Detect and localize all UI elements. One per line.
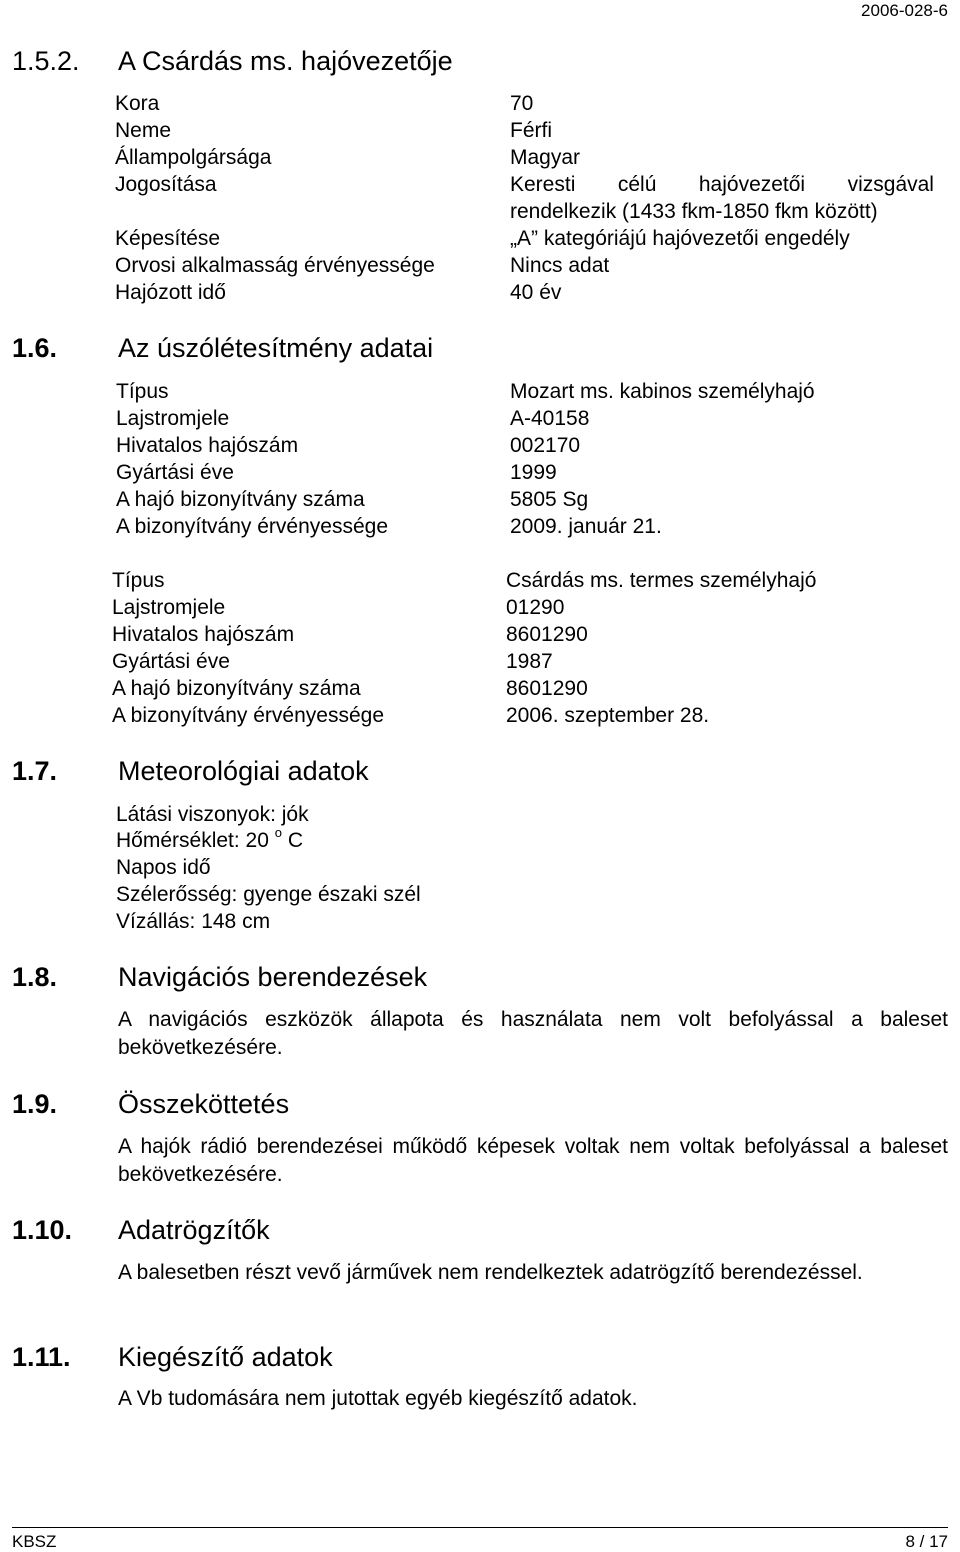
field-value: 1987 (506, 650, 553, 673)
section-paragraph: A hajók rádió berendezései működő képesek voltak nem voltak befolyással a baleset bekövetkezésére. (118, 1135, 948, 1186)
field-label: Hivatalos hajószám (112, 623, 295, 646)
field-value: 8601290 (506, 677, 588, 700)
section-number: 1.6. (12, 333, 58, 363)
field-value: A-40158 (510, 407, 590, 430)
field-value: Magyar (510, 146, 581, 169)
visibility-text: Látási viszonyok: jók (116, 803, 309, 826)
section-number: 1.7. (12, 756, 58, 786)
temperature-unit: C (287, 829, 303, 852)
document-id: 2006-028-6 (861, 1, 948, 20)
page-number: 8 / 17 (905, 1532, 948, 1551)
field-value-justified (510, 174, 934, 195)
field-value: 2006. szeptember 28. (506, 704, 710, 727)
field-label: Típus (116, 380, 169, 403)
section-title: Meteorológiai adatok (118, 756, 369, 786)
license-word: hajóvezetői (698, 173, 806, 196)
section-paragraph: A Vb tudomására nem jutottak egyéb kiegészítő adatok. (118, 1387, 638, 1410)
footer-org: KBSZ (12, 1532, 57, 1551)
field-label: A bizonyítvány érvényessége (116, 515, 388, 538)
temperature-value: Hőmérséklet: 20 (116, 829, 269, 852)
field-value: 5805 Sg (510, 488, 589, 511)
field-label: Képesítése (115, 227, 221, 250)
field-label: A hajó bizonyítvány száma (112, 677, 361, 700)
field-label: A hajó bizonyítvány száma (116, 488, 365, 511)
field-value: rendelkezik (1433 fkm-1850 fkm között) (510, 200, 878, 223)
field-value: Nincs adat (510, 254, 610, 277)
temperature-text (116, 825, 303, 852)
section-title: A Csárdás ms. hajóvezetője (118, 46, 453, 76)
section-number: 1.9. (12, 1089, 58, 1119)
section-paragraph: A balesetben részt vevő járművek nem rendelkeztek adatrögzítő berendezéssel. (118, 1261, 863, 1284)
section-title: Adatrögzítők (118, 1215, 270, 1245)
section-title: Összeköttetés (118, 1089, 290, 1119)
license-word: célú (617, 173, 657, 196)
field-label: Lajstromjele (112, 596, 226, 619)
field-label: Hajózott idő (115, 281, 226, 304)
degree-mark: o (274, 825, 282, 840)
section-title: Az úszólétesítmény adatai (118, 333, 434, 363)
field-value: 40 év (510, 281, 562, 304)
field-value: „A” kategóriájú hajóvezetői engedély (510, 227, 850, 250)
field-label: Orvosi alkalmasság érvényessége (115, 254, 435, 277)
field-value: 8601290 (506, 623, 588, 646)
field-value: 2009. január 21. (510, 515, 662, 538)
field-label: Állampolgársága (115, 146, 272, 169)
field-label: Gyártási éve (116, 461, 234, 484)
section-number: 1.10. (12, 1215, 73, 1245)
field-label: Gyártási éve (112, 650, 230, 673)
field-value: 002170 (510, 434, 581, 457)
field-value: 1999 (510, 461, 557, 484)
field-label: Típus (112, 569, 165, 592)
field-label: Lajstromjele (116, 407, 230, 430)
weather-text: Napos idő (116, 856, 211, 879)
footer-divider (12, 1527, 948, 1528)
field-value: Férfi (510, 119, 552, 142)
license-word: vizsgával (847, 173, 934, 196)
field-label: Kora (115, 92, 160, 115)
license-word: Keresti (510, 173, 576, 196)
field-label: Hivatalos hajószám (116, 434, 299, 457)
field-value: Csárdás ms. termes személyhajó (506, 569, 817, 592)
license-line1 (510, 174, 934, 195)
field-value: 01290 (506, 596, 565, 619)
section-title: Navigációs berendezések (118, 962, 428, 992)
section-number: 1.11. (12, 1342, 71, 1372)
section-number: 1.8. (12, 962, 58, 992)
section-paragraph: A navigációs eszközök állapota és használata nem volt befolyással a baleset bekövetkezésére. (118, 1008, 948, 1059)
water-level-text: Vízállás: 148 cm (116, 910, 271, 933)
field-value: 70 (510, 92, 534, 115)
field-value: Mozart ms. kabinos személyhajó (510, 380, 815, 403)
field-label: A bizonyítvány érvényessége (112, 704, 384, 727)
section-number: 1.5.2. (12, 46, 80, 76)
field-label: Jogosítása (115, 173, 217, 196)
field-label: Neme (115, 119, 172, 142)
wind-text: Szélerősség: gyenge északi szél (116, 883, 421, 906)
section-title: Kiegészítő adatok (118, 1342, 333, 1372)
